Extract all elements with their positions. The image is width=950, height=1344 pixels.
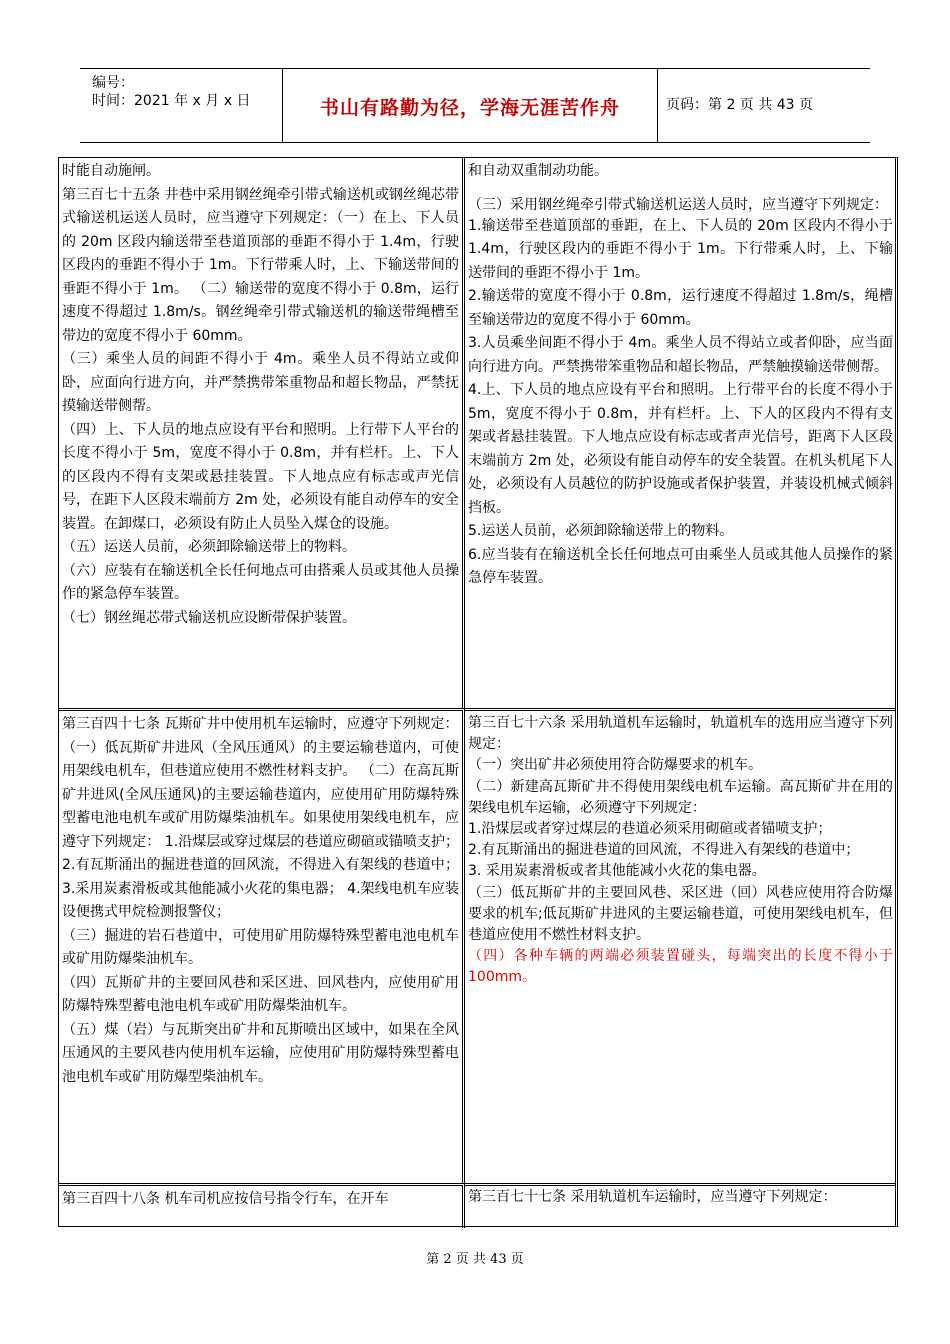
paragraph: 和自动双重制动功能。 bbox=[468, 163, 608, 179]
table-cell-left-row2 bbox=[59, 708, 465, 1183]
regulation-table bbox=[58, 157, 898, 1227]
table-cell-left-row3 bbox=[59, 1183, 465, 1228]
header-motto: 书山有路勤为径，学海无涯苦作舟 bbox=[319, 97, 620, 119]
paragraph: 第三百七十五条 井巷中采用钢丝绳牵引带式输送机或钢丝绳芯带式输送机运送人员时，应当遵守下列规定：（一）在上、下人员的 20m 区段内输送带至巷道顶部的垂距不得小于 1.4m，行驶区段内的垂距不得小于 1m。下行带乘人时，上、下输送带间的垂距不得小于 1m。 （二）输送带的宽度不得小于 0.8m，运行速度不得超过 1.8m/s。钢丝绳牵引带式输送机的输送带绳槽至带边的宽度不得小于 60mm。 bbox=[62, 186, 459, 344]
page-footer: 第 2 页 共 43 页 bbox=[426, 1252, 524, 1267]
paragraph: （三）低瓦斯矿井的主要回风巷、采区进（回）风巷应使用符合防爆要求的机车;低瓦斯矿井进风的主要运输巷道，可使用架线电机车，但巷道应使用不燃性材料支护。 bbox=[468, 884, 893, 944]
table-cell-right-row2 bbox=[465, 708, 896, 1183]
paragraph: 第三百四十七条 瓦斯矿井中使用机车运输时，应遵守下列规定： bbox=[62, 716, 459, 732]
header-page-label: 页码：第 2 页 共 43 页 bbox=[666, 97, 813, 113]
paragraph: 第三百七十七条 采用轨道机车运输时，应当遵守下列规定： bbox=[468, 1189, 837, 1205]
paragraph: 2.有瓦斯涌出的掘进巷道的回风流，不得进入有架线的巷道中； bbox=[468, 842, 860, 859]
header-divider bbox=[657, 68, 658, 142]
highlighted-paragraph: （四）各种车辆的两端必须装置碰头，每端突出的长度不得小于 100mm。 bbox=[468, 948, 893, 986]
paragraph: （三）采用钢丝绳牵引带式输送机运送人员时，应当遵守下列规定： bbox=[468, 196, 888, 213]
paragraph: 3.人员乘坐间距不得小于 4m。乘坐人员不得站立或者仰卧，应当面向行进方向。严禁携带笨重物品和超长物品，严禁触摸输送带侧帮。 bbox=[468, 335, 893, 375]
number-label: 编号： bbox=[92, 75, 134, 91]
table-cell-right-row3 bbox=[465, 1183, 896, 1228]
paragraph: （六）应装有在输送机全长任何地点可由搭乘人员或其他人员操作的紧急停车装置。 bbox=[62, 562, 459, 602]
paragraph: 第三百四十八条 机车司机应按信号指令行车，在开车 bbox=[62, 1191, 389, 1207]
paragraph: （二）新建高瓦斯矿井不得使用架线电机车运输。高瓦斯矿井在用的架线电机车运输，必须遵守下列规定： bbox=[468, 778, 893, 816]
paragraph: 第三百七十六条 采用轨道机车运输时，轨道机车的选用应当遵守下列规定： bbox=[468, 715, 893, 753]
paragraph: （四）上、下人员的地点应设有平台和照明。上行带下人平台的长度不得小于 5m，宽度不得小于 0.8m，并有栏杆。上、下人的区段内不得有支架或悬挂装置。下人地点应有标志或声光信号，在距下人区段末端前方 2m 处，必须设有能自动停车的安全装置。在卸煤口，必须设有防止人员坠入煤仓的设施。 bbox=[62, 421, 459, 532]
header-bottom-rule bbox=[80, 142, 870, 143]
table-cell-left-row1 bbox=[59, 158, 465, 708]
paragraph: （七）钢丝绳芯带式输送机应设断带保护装置。 bbox=[62, 609, 356, 626]
paragraph: （四）瓦斯矿井的主要回风巷和采区进、回风巷内，应使用矿用防爆特殊型蓄电池电机车或矿用防爆柴油机车。 bbox=[62, 974, 459, 1014]
paragraph: （五）运送人员前，必须卸除输送带上的物料。 bbox=[62, 539, 356, 555]
paragraph: （一）突出矿井必须使用符合防爆要求的机车。 bbox=[468, 757, 762, 774]
paragraph: 1.输送带至巷道顶部的垂距，在上、下人员的 20m 区段内不得小于 1.4m，行驶区段内的垂距不得小于 1m。下行带乘人时，上、下输送带间的垂距不得小于 1m。 bbox=[468, 217, 893, 281]
paragraph: 6.应当装有在输送机全长任何地点可由乘坐人员或其他人员操作的紧急停车装置。 bbox=[468, 546, 893, 586]
paragraph: （五）煤（岩）与瓦斯突出矿井和瓦斯喷出区域中，如果在全风压通风的主要风巷内使用机车运输，应使用矿用防爆特殊型蓄电池电机车或矿用防爆型柴油机车。 bbox=[62, 1021, 459, 1085]
table-cell-right-row1 bbox=[465, 158, 896, 708]
paragraph: 时能自动施闸。 bbox=[62, 163, 160, 179]
time-label: 时间：2021 年 x 月 x 日 bbox=[92, 93, 251, 109]
paragraph: 2.输送带的宽度不得小于 0.8m，运行速度不得超过 1.8m/s，绳槽至输送带边的宽度不得小于 60mm。 bbox=[468, 288, 893, 328]
paragraph: （三）掘进的岩石巷道中，可使用矿用防爆特殊型蓄电池电机车或矿用防爆柴油机车。 bbox=[62, 927, 459, 967]
header-meta bbox=[92, 74, 250, 110]
paragraph: 4.上、下人员的地点应设有平台和照明。上行带平台的长度不得小于 5m，宽度不得小于 0.8m，并有栏杆。上、下人的区段内不得有支架或者悬挂装置。下人地点应设有标志或者声光信号，距离下人区段末端前方 2m 处，必须设有能自动停车的安全装置。在机头机尾下人处，必须设有人员越位的防护设施或者保护装置，并装设机械式倾斜挡板。 bbox=[468, 382, 893, 516]
paragraph: （三）乘坐人员的间距不得小于 4m。乘坐人员不得站立或仰卧，应面向行进方向，并严禁携带笨重物品和超长物品，严禁抚摸输送带侧帮。 bbox=[62, 351, 459, 414]
paragraph: 5.运送人员前，必须卸除输送带上的物料。 bbox=[468, 523, 734, 539]
paragraph: （一）低瓦斯矿井进风（全风压通风）的主要运输巷道内，可使用架线电机车，但巷道应使用不燃性材料支护。 （二）在高瓦斯矿井进风(全风压通风)的主要运输巷道内，应使用矿用防爆特殊型蓄电池电机车或矿用防爆柴油机车。如果使用架线电机车，应遵守下列规定： 1.沿煤层或穿过煤层的巷道应砌碹或锚喷支护；2.有瓦斯涌出的掘进巷道的回风流，不得进入有架线的巷道中； 3.采用炭素滑板或其他能减小火花的集电器； 4.架线电机车应装设便携式甲烷检测报警仪； bbox=[62, 739, 459, 920]
paragraph: 1.沿煤层或者穿过煤层的巷道必须采用砌碹或者锚喷支护； bbox=[468, 821, 832, 838]
header-top-rule bbox=[80, 68, 870, 69]
paragraph: 3. 采用炭素滑板或者其他能减小火花的集电器。 bbox=[468, 863, 766, 880]
